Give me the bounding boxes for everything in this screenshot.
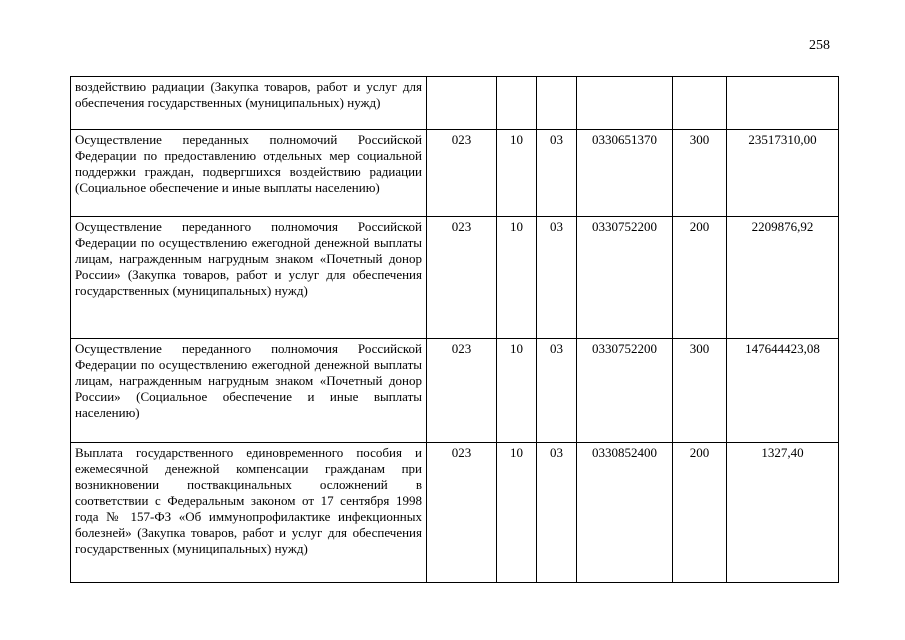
section-code: 10 (497, 217, 537, 339)
table-row (71, 443, 839, 583)
row-name: воздействию радиации (Закупка товаров, работ и услуг для обеспечения государственных (муниципальных) нужд) (71, 77, 427, 130)
section-code (497, 77, 537, 130)
target-code: 0330852400 (577, 443, 673, 583)
section-code: 10 (497, 443, 537, 583)
subsection-code: 03 (537, 217, 577, 339)
amount (727, 77, 839, 130)
ministry-code: 023 (427, 130, 497, 217)
subsection-code: 03 (537, 130, 577, 217)
section-code: 10 (497, 130, 537, 217)
row-name: Осуществление переданного полномочия Российской Федерации по осуществлению ежегодной денежной выплаты лицам, награжденным нагрудным знаком «Почетный донор России» (Закупка товаров, работ и услуг для обеспечения государственных (муниципальных) нужд) (71, 217, 427, 339)
target-code (577, 77, 673, 130)
ministry-code: 023 (427, 217, 497, 339)
page-number: 258 (809, 38, 830, 53)
subsection-code (537, 77, 577, 130)
table-row (71, 77, 839, 130)
amount: 2209876,92 (727, 217, 839, 339)
row-name: Осуществление переданных полномочий Российской Федерации по предоставлению отдельных мер социальной поддержки граждан, подвергшихся воздействию радиации (Социальное обеспечение и иные выплаты населению) (71, 130, 427, 217)
section-code: 10 (497, 339, 537, 443)
table-row (71, 130, 839, 217)
amount: 23517310,00 (727, 130, 839, 217)
expense-type-code: 300 (673, 339, 727, 443)
subsection-code: 03 (537, 443, 577, 583)
budget-table (70, 76, 839, 583)
ministry-code: 023 (427, 443, 497, 583)
target-code: 0330752200 (577, 339, 673, 443)
expense-type-code: 200 (673, 217, 727, 339)
ministry-code (427, 77, 497, 130)
expense-type-code: 200 (673, 443, 727, 583)
amount: 1327,40 (727, 443, 839, 583)
subsection-code: 03 (537, 339, 577, 443)
table-row (71, 217, 839, 339)
amount: 147644423,08 (727, 339, 839, 443)
target-code: 0330752200 (577, 217, 673, 339)
expense-type-code: 300 (673, 130, 727, 217)
expense-type-code (673, 77, 727, 130)
table-row (71, 339, 839, 443)
row-name: Выплата государственного единовременного пособия и ежемесячной денежной компенсации гражданам при возникновении поствакцинальных осложнений в соответствии с Федеральным законом от 17 сентября 1998 года № 157-ФЗ «Об иммунопрофилактике инфекционных болезней» (Закупка товаров, работ и услуг для обеспечения государственных (муниципальных) нужд) (71, 443, 427, 583)
target-code: 0330651370 (577, 130, 673, 217)
row-name: Осуществление переданного полномочия Российской Федерации по осуществлению ежегодной денежной выплаты лицам, награжденным нагрудным знаком «Почетный донор России» (Социальное обеспечение и иные выплаты населению) (71, 339, 427, 443)
ministry-code: 023 (427, 339, 497, 443)
